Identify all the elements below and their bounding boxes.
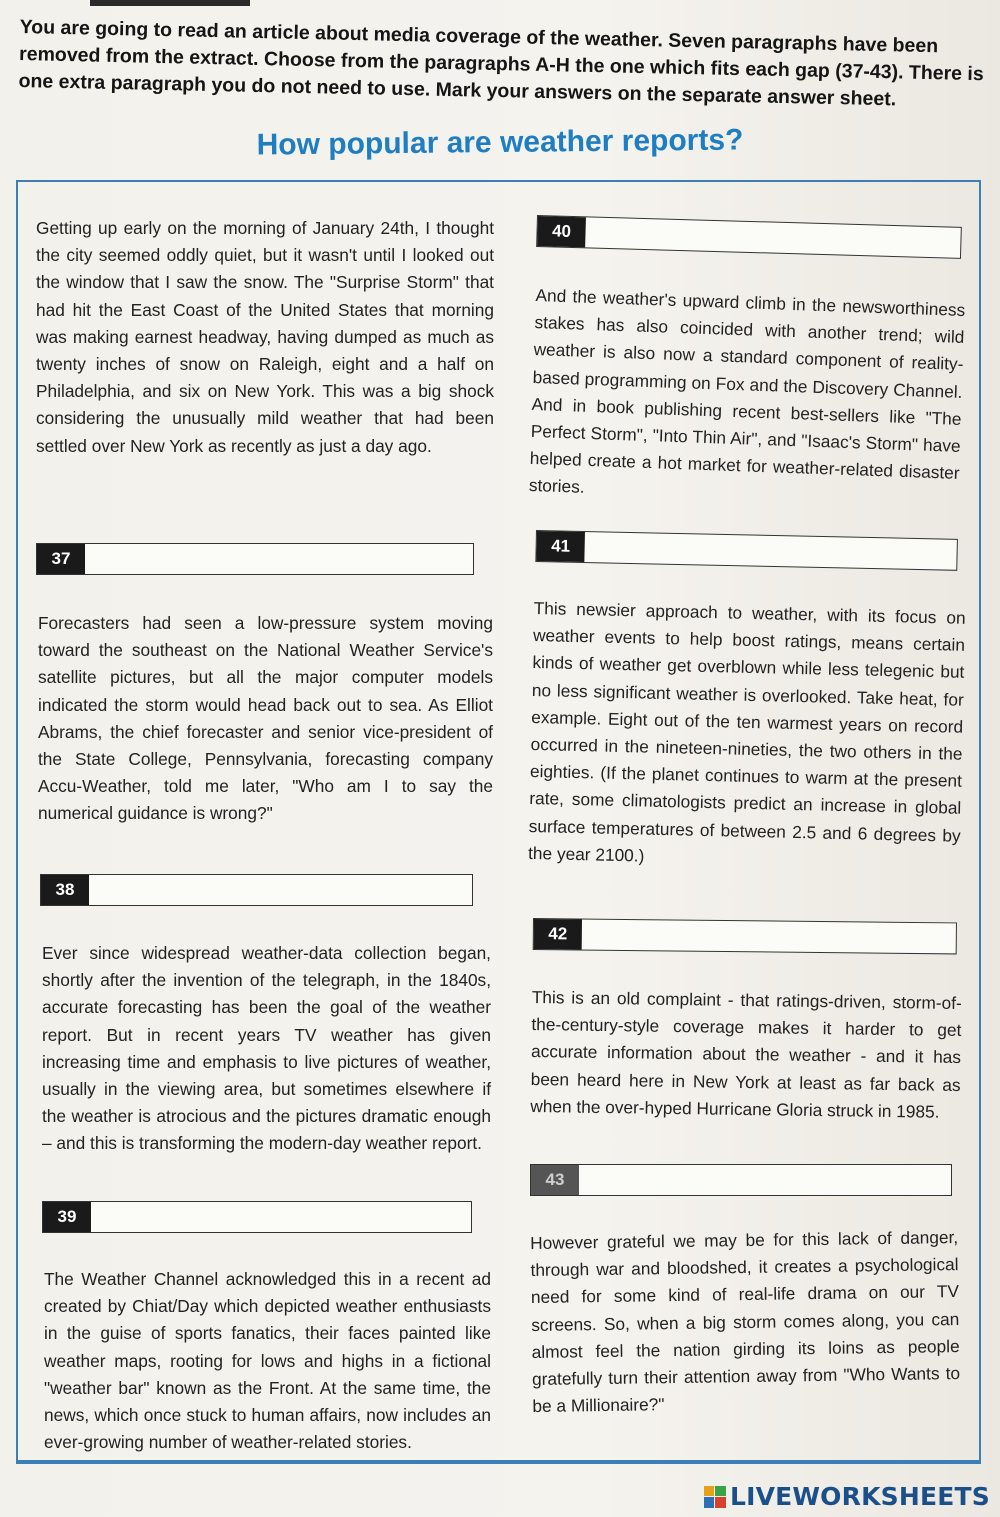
gap-number: 39 — [43, 1202, 91, 1232]
task-instructions: You are going to read an article about media coverage of the weather. Seven paragraphs have been removed from the extract. Choose from the paragraphs A-H the one which fits each gap (37-43). There is one extra paragraph you do not need to use. Mark your answers on the separate answer sheet. — [18, 15, 984, 111]
answer-slot[interactable] — [85, 544, 473, 574]
liveworksheets-logo — [704, 1482, 990, 1511]
gap-number: 40 — [537, 216, 586, 247]
logo-text: LIVEWORKSHEETS — [729, 1482, 990, 1511]
gap-number: 42 — [534, 919, 582, 950]
gap-43[interactable] — [530, 1164, 952, 1196]
gap-37[interactable] — [36, 543, 474, 575]
paragraph-43: However grateful we may be for this lack of danger, through war and bloodshed, it creates a psychological need for some kind of real-life drama on our TV screens. So, when a big storm comes along, you can almost feel the nation girding its loins as people gratefully turn their attention away from "Who Wants to be a Millionaire?" — [530, 1227, 961, 1417]
paragraph-41: This newsier approach to weather, with its focus on weather events to help boost ratings, means certain kinds of weather get overblown while less telegenic but no less significant weather is overlooked. Take heat, for example. Eight out of the ten warmest years on record occurred in the nineteen-nineties, the two others in the eighties. (If the planet continues to warm at the present rate, some climatologists predict an increase in global surface temperatures of between 2.5 and 6 degrees by the year 2100.) — [527, 597, 966, 866]
gap-42[interactable] — [533, 918, 957, 954]
article-title: How popular are weather reports? — [256, 123, 744, 162]
answer-slot[interactable] — [89, 875, 472, 905]
paragraph-38: Ever since widespread weather-data collection began, shortly after the invention of the telegraph, in the 1840s, accurate forecasting has been the goal of the weather report. But in recent years TV weather has given increasing time and emphasis to live pictures of weather, usually in the viewing area, but sometimes elsewhere if the weather is atrocious and the pictures dramatic enough – and this is transforming the modern-day weather report. — [42, 943, 491, 1154]
gap-number: 37 — [37, 544, 85, 574]
answer-slot[interactable] — [91, 1202, 471, 1232]
answer-slot[interactable] — [584, 532, 957, 570]
gap-number: 43 — [531, 1165, 579, 1195]
answer-slot[interactable] — [582, 920, 956, 954]
paragraph-42: This is an old complaint - that ratings-driven, storm-of-the-century-style coverage makes it harder to get accurate information about the weather - and it has been heard here in New York at least as far back as when the over-hyped Hurricane Gloria struck in 1985. — [530, 986, 962, 1122]
gap-number: 38 — [41, 875, 89, 905]
intro-paragraph: Getting up early on the morning of January 24th, I thought the city seemed oddly quiet, but it wasn't until I looked out the window that I saw the snow. The "Surprise Storm" that had hit the East Coast of the United States that morning was making earnest headway, having dumped as much as twenty inches of snow on Raleigh, eight and a half on Philadelphia, and six on New York. This was a big shock considering the unusually mild weather that had been settled over New York as recently as just a day ago. — [36, 218, 494, 456]
gap-number: 41 — [536, 531, 585, 562]
gap-38[interactable] — [40, 874, 473, 906]
gap-39[interactable] — [42, 1201, 472, 1233]
paragraph-37: Forecasters had seen a low-pressure system moving toward the southeast on the National Weather Service's satellite pictures, but all the major computer models indicated the storm would head back out to sea. As Elliot Abrams, the chief forecaster and senior vice-president of the State College, Pennsylvania, forecasting company Accu-Weather, told me later, "Who am I to say the numerical guidance is wrong?" — [38, 613, 493, 824]
paragraph-39: The Weather Channel acknowledged this in a recent ad created by Chiat/Day which depicted weather enthusiasts in the guise of sports fanatics, their faces painted like weather maps, rooting for lows and highs in a fictional "weather bar" known as the Front. At the same time, the news, which once stuck to human affairs, now includes an ever-growing number of weather-related stories. — [44, 1269, 491, 1453]
logo-icon — [704, 1486, 726, 1508]
answer-slot[interactable] — [579, 1165, 951, 1195]
top-rule — [90, 0, 250, 6]
paragraph-40: And the weather's upward climb in the newsworthiness stakes has also coincided with another trend; wild weather is also now a standard component of reality-based programming on Fox and the Discovery Channel. And in book publishing recent best-sellers like "The Perfect Storm", "Into Thin Air", and "Isaac's Storm" have helped create a hot market for weather-related disaster stories. — [528, 284, 966, 498]
